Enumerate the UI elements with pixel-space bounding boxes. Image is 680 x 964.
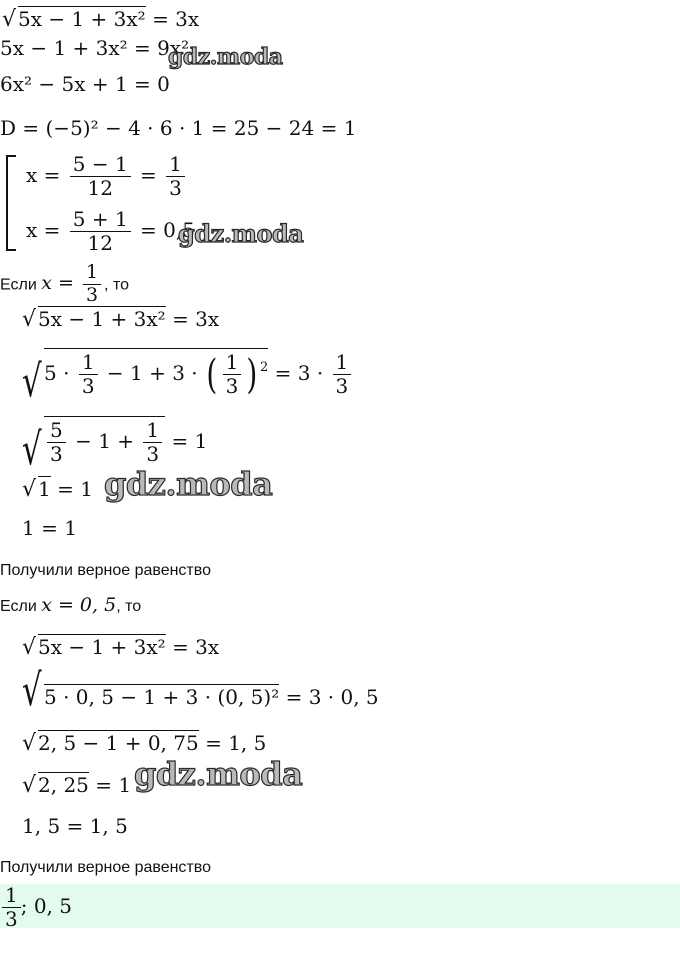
check2-step2: √ 5 · 0, 5 − 1 + 3 · (0, 5)² = 3 · 0, 5 [22, 684, 379, 707]
check2-intro: Если x = 0, 5, то [0, 594, 142, 616]
check2-result: Получили верное равенство [0, 859, 211, 876]
check2-step4: √ 2, 25 = 1 [22, 772, 131, 795]
check1-intro: Если x = $\frac{1}{3}$ , то [0, 261, 129, 306]
equation-original: √ 5x − 1 + 3x² = 3x [2, 6, 199, 29]
root-2: x = $\frac{5 + 1}{12}$ = 0,5 [26, 207, 195, 255]
check1-result: Получили верное равенство [0, 562, 211, 579]
check1-step4: √ 1 = 1 [22, 476, 93, 499]
check2-step5: 1, 5 = 1, 5 [22, 814, 128, 838]
root-1: x = $\frac{5 - 1}{12}$ = $\frac{1}{3}$ [26, 153, 188, 200]
watermark: gdz.moda [134, 755, 303, 793]
watermark: gdz.moda [178, 219, 304, 248]
answer-value: $\frac{1}{3}$ ; 0, 5 [2, 884, 72, 931]
equation-squared: 5x − 1 + 3x² = 9x² [0, 36, 190, 60]
watermark: gdz.moda [104, 465, 273, 503]
check1-step2: √ 5 · $\frac{1}{3}$ − 1 + 3 · ( $\frac{1}{3}$ ) $^2$ = 3 · $\frac{1}{3}$ [22, 348, 354, 398]
check2-step1: √ 5x − 1 + 3x² = 3x [22, 634, 219, 657]
watermark: gdz.moda [168, 44, 283, 70]
check1-step3: √ $\frac{5}{3}$ − 1 + $\frac{1}{3}$ = 1 [22, 416, 207, 466]
check1-step5: 1 = 1 [22, 516, 77, 540]
answer-box [0, 883, 680, 931]
equation-quadratic: 6x² − 5x + 1 = 0 [0, 72, 170, 96]
discriminant: D = (−5)² − 4 · 6 · 1 = 25 − 24 = 1 [0, 116, 357, 140]
check1-step1: √ 5x − 1 + 3x² = 3x [22, 306, 219, 329]
roots-bracket [6, 155, 16, 251]
check2-step3: √ 2, 5 − 1 + 0, 75 = 1, 5 [22, 730, 266, 753]
